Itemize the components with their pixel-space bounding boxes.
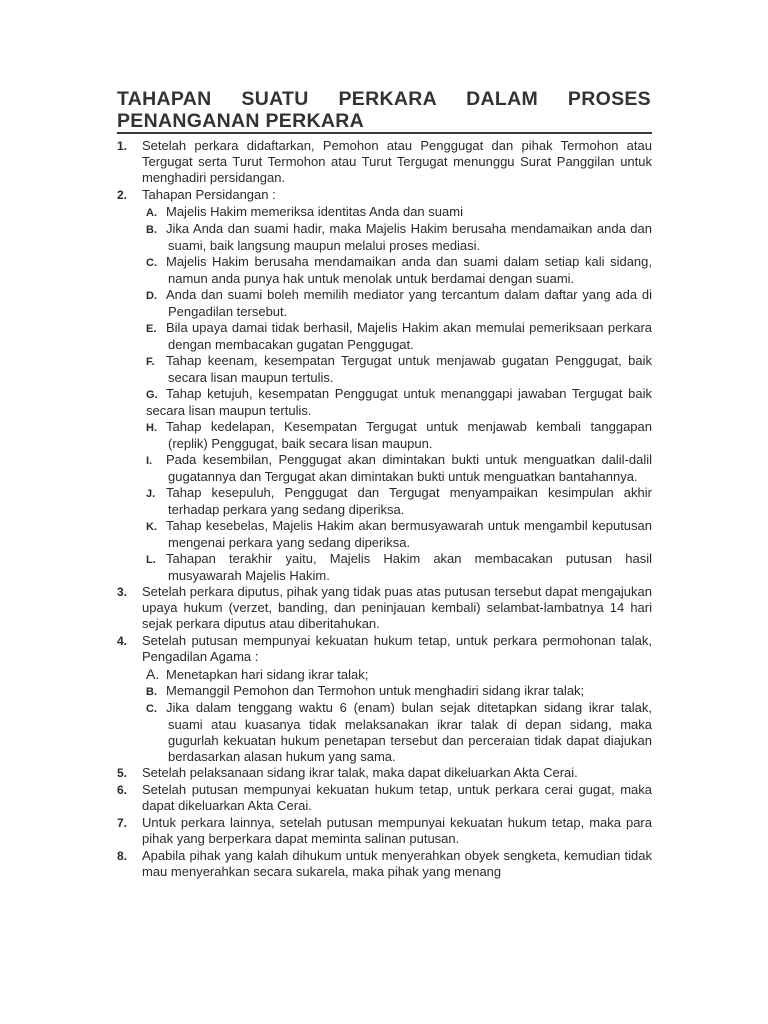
page-title: TAHAPAN SUATU PERKARA DALAM PROSES PENANGANAN PERKARA (117, 88, 651, 132)
sublist-letter: A. (146, 207, 157, 219)
sublist-item (146, 683, 652, 700)
sublist-talak (146, 666, 652, 765)
sublist-text: Pada kesembilan, Penggugat akan dimintakan bukti untuk menguatkan dalil-dalil gugatannya dan Tergugat akan dimintakan bukti untuk menguatkan bantahannya. (166, 452, 652, 484)
item-text: Setelah perkara didaftarkan, Pemohon atau Penggugat dan pihak Termohon atau Tergugat serta Turut Termohon atau Turut Tergugat menunggu Surat Panggilan untuk menghadiri persidangan. (142, 138, 652, 185)
sublist-item (146, 386, 652, 419)
sublist-persidangan (146, 204, 652, 584)
sublist-item (146, 518, 652, 551)
sublist-item (146, 254, 652, 287)
item-number: 3. (117, 585, 128, 599)
sublist-text: Tahap kesebelas, Majelis Hakim akan bermusyawarah untuk mengambil keputusan mengenai perkara yang sedang diperiksa. (166, 518, 652, 550)
sublist-letter: D. (146, 290, 157, 302)
sublist-text: Tahap kedelapan, Kesempatan Tergugat untuk menjawab kembali tanggapan (replik) Penggugat, baik secara lisan maupun. (166, 419, 652, 451)
sublist-letter: L. (146, 554, 156, 566)
list-item (117, 782, 652, 814)
item-number: 6. (117, 783, 128, 797)
sublist-item (146, 700, 652, 765)
sublist-text: Menetapkan hari sidang ikrar talak; (166, 667, 369, 682)
list-item (117, 848, 652, 880)
item-number: 1. (117, 139, 128, 153)
sublist-letter: C. (146, 703, 157, 715)
list-item (117, 633, 652, 665)
sublist-text: Jika dalam tenggang waktu 6 (enam) bulan sejak ditetapkan sidang ikrar talak, suami atau kuasanya tidak melaksanakan ikrar talak di depan sidang, maka gugurlah kekuatan hukum penetapan tersebut dan perceraian tidak dapat diajukan berdasarkan alasan hukum yang sama. (166, 700, 652, 764)
sublist-text: Tahap kesepuluh, Penggugat dan Tergugat menyampaikan kesimpulan akhir terhadap perkara yang sedang diperiksa. (166, 485, 652, 517)
item-number: 2. (117, 188, 128, 202)
sublist-item (146, 320, 652, 353)
list-item (117, 815, 652, 847)
sublist-text: Jika Anda dan suami hadir, maka Majelis Hakim berusaha mendamaikan anda dan suami, baik langsung maupun melalui proses mediasi. (166, 221, 652, 253)
list-item (117, 584, 652, 632)
sublist-item (146, 485, 652, 518)
sublist-letter: F. (146, 356, 155, 368)
sublist-letter: A. (146, 666, 160, 682)
sublist-letter: C. (146, 257, 157, 269)
sublist-text: Tahapan terakhir yaitu, Majelis Hakim akan membacakan putusan hasil musyawarah Majelis Hakim. (166, 551, 652, 583)
sublist-text: Majelis Hakim memeriksa identitas Anda dan suami (166, 204, 463, 219)
sublist-item (146, 419, 652, 452)
sublist-letter: B. (146, 686, 157, 698)
sublist-text: Majelis Hakim berusaha mendamaikan anda dan suami dalam setiap kali sidang, namun anda punya hak untuk menolak untuk berdamai dengan suami. (166, 254, 652, 286)
sublist-item (146, 551, 652, 584)
title-underline (117, 132, 652, 134)
list-item (117, 138, 652, 186)
item-text: Setelah putusan mempunyai kekuatan hukum tetap, untuk perkara permohonan talak, Pengadilan Agama : (142, 633, 652, 664)
sublist-letter: H. (146, 422, 157, 434)
sublist-text: Tahap ketujuh, kesempatan Penggugat untuk menanggapi jawaban Tergugat baik secara lisan maupun tertulis. (146, 386, 652, 418)
sublist-letter: E. (146, 323, 157, 335)
sublist-item (146, 287, 652, 320)
item-number: 5. (117, 766, 128, 780)
item-text: Untuk perkara lainnya, setelah putusan mempunyai kekuatan hukum tetap, maka para pihak yang berperkara dapat meminta salinan putusan. (142, 815, 652, 846)
item-number: 8. (117, 849, 128, 863)
list-item (117, 765, 652, 781)
sublist-item (146, 353, 652, 386)
sublist-item (146, 666, 652, 683)
sublist-text: Bila upaya damai tidak berhasil, Majelis Hakim akan memulai pemeriksaan perkara dengan membacakan gugatan Penggugat. (166, 320, 652, 352)
sublist-text: Anda dan suami boleh memilih mediator yang tercantum dalam daftar yang ada di Pengadilan tersebut. (166, 287, 652, 319)
sublist-letter: K. (146, 521, 157, 533)
sublist-letter: B. (146, 224, 157, 236)
item-text: Setelah pelaksanaan sidang ikrar talak, maka dapat dikeluarkan Akta Cerai. (142, 765, 578, 780)
sublist-text: Memanggil Pemohon dan Termohon untuk menghadiri sidang ikrar talak; (166, 683, 585, 698)
item-number: 4. (117, 634, 128, 648)
item-text: Tahapan Persidangan : (142, 187, 276, 202)
sublist-letter: G. (146, 389, 158, 401)
document-body (117, 138, 652, 881)
list-item (117, 187, 652, 203)
sublist-letter: J. (146, 488, 156, 500)
item-text: Setelah perkara diputus, pihak yang tidak puas atas putusan tersebut dapat mengajukan upaya hukum (verzet, banding, dan peninjauan kembali) selambat-lambatnya 14 hari sejak perkara diputus atau diberitahukan. (142, 584, 652, 631)
sublist-text: Tahap keenam, kesempatan Tergugat untuk menjawab gugatan Penggugat, baik secara lisan maupun tertulis. (166, 353, 652, 385)
sublist-item (146, 204, 652, 221)
sublist-item (146, 221, 652, 254)
item-number: 7. (117, 816, 128, 830)
item-text: Apabila pihak yang kalah dihukum untuk menyerahkan obyek sengketa, kemudian tidak mau menyerahkan secara sukarela, maka pihak yang menang (142, 848, 652, 879)
sublist-letter: I. (146, 455, 153, 467)
sublist-item (146, 452, 652, 485)
item-text: Setelah putusan mempunyai kekuatan hukum tetap, untuk perkara cerai gugat, maka dapat dikeluarkan Akta Cerai. (142, 782, 652, 813)
